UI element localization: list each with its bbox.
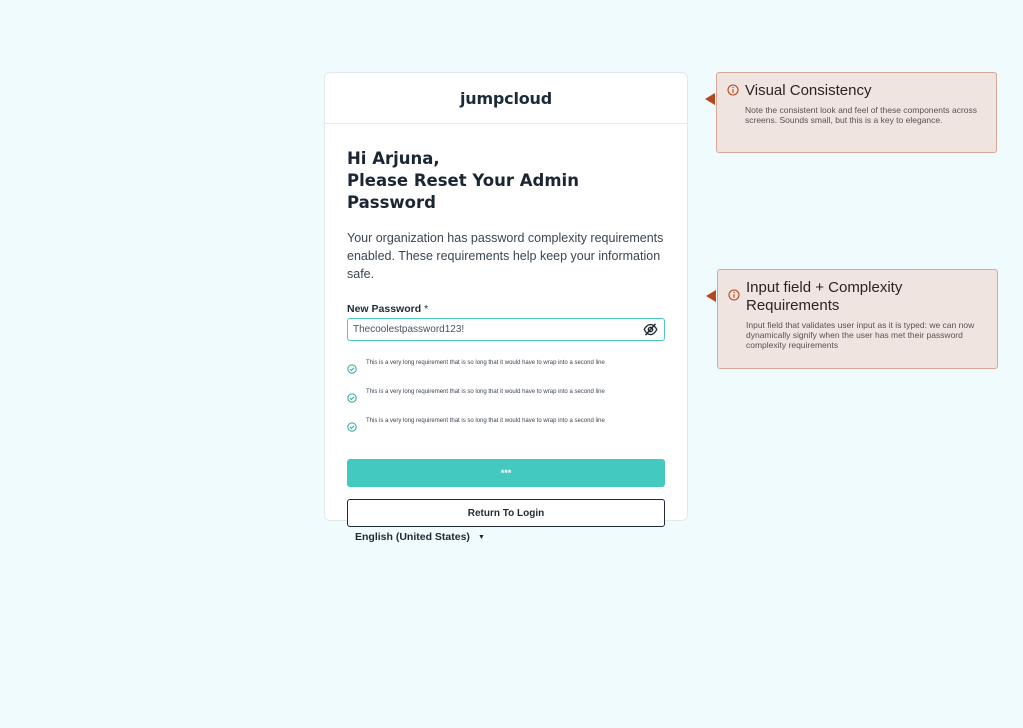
requirement-item	[347, 387, 665, 416]
required-marker: *	[424, 303, 429, 315]
annotation-input-field	[717, 269, 998, 369]
reset-password-card	[324, 72, 688, 521]
annotation-title: Visual Consistency	[745, 82, 872, 99]
new-password-label-text: New Password	[347, 303, 422, 315]
return-to-login-button[interactable]: Return To Login	[347, 499, 665, 527]
annotation-title-row	[728, 279, 985, 315]
submit-button[interactable]: ***	[347, 459, 665, 487]
language-selector[interactable]	[355, 531, 485, 543]
new-password-field	[347, 318, 665, 341]
annotation-title-row	[727, 82, 984, 100]
info-icon	[728, 289, 740, 301]
jumpcloud-logo: jumpcloud	[459, 88, 552, 108]
check-circle-icon	[347, 364, 357, 374]
new-password-label	[347, 303, 665, 315]
card-header	[325, 73, 687, 124]
requirement-item	[347, 358, 665, 387]
requirement-item	[347, 416, 665, 445]
card-body	[325, 124, 687, 527]
annotation-pointer	[706, 290, 716, 302]
language-label: English (United States)	[355, 531, 470, 543]
eye-off-icon[interactable]	[642, 322, 658, 338]
caret-down-icon: ▼	[477, 533, 485, 541]
requirement-text: This is a very long requirement that is so long that it would have to wrap into a second line	[366, 418, 605, 424]
page-title: Please Reset Your Admin Password	[347, 171, 579, 212]
new-password-input[interactable]	[353, 321, 642, 339]
password-requirements-list	[347, 358, 665, 445]
annotation-title: Input field + Complexity Requirements	[746, 279, 903, 314]
check-circle-icon	[347, 393, 357, 403]
description-text: Your organization has password complexity requirements enabled. These requirements help keep your information safe.	[347, 231, 664, 281]
check-circle-icon	[347, 422, 357, 432]
info-icon	[727, 84, 739, 96]
requirement-text: This is a very long requirement that is so long that it would have to wrap into a second line	[366, 389, 605, 395]
annotation-visual-consistency	[716, 72, 997, 153]
requirement-text: This is a very long requirement that is so long that it would have to wrap into a second line	[366, 360, 605, 366]
greeting: Hi Arjuna,	[347, 149, 440, 168]
annotation-pointer	[705, 93, 715, 105]
annotation-text: Note the consistent look and feel of these components across screens. Sounds small, but this is a key to elegance.	[745, 105, 977, 125]
annotation-text: Input field that validates user input as it is typed: we can now dynamically signify when the user has met their password complexity requirements	[746, 320, 975, 350]
